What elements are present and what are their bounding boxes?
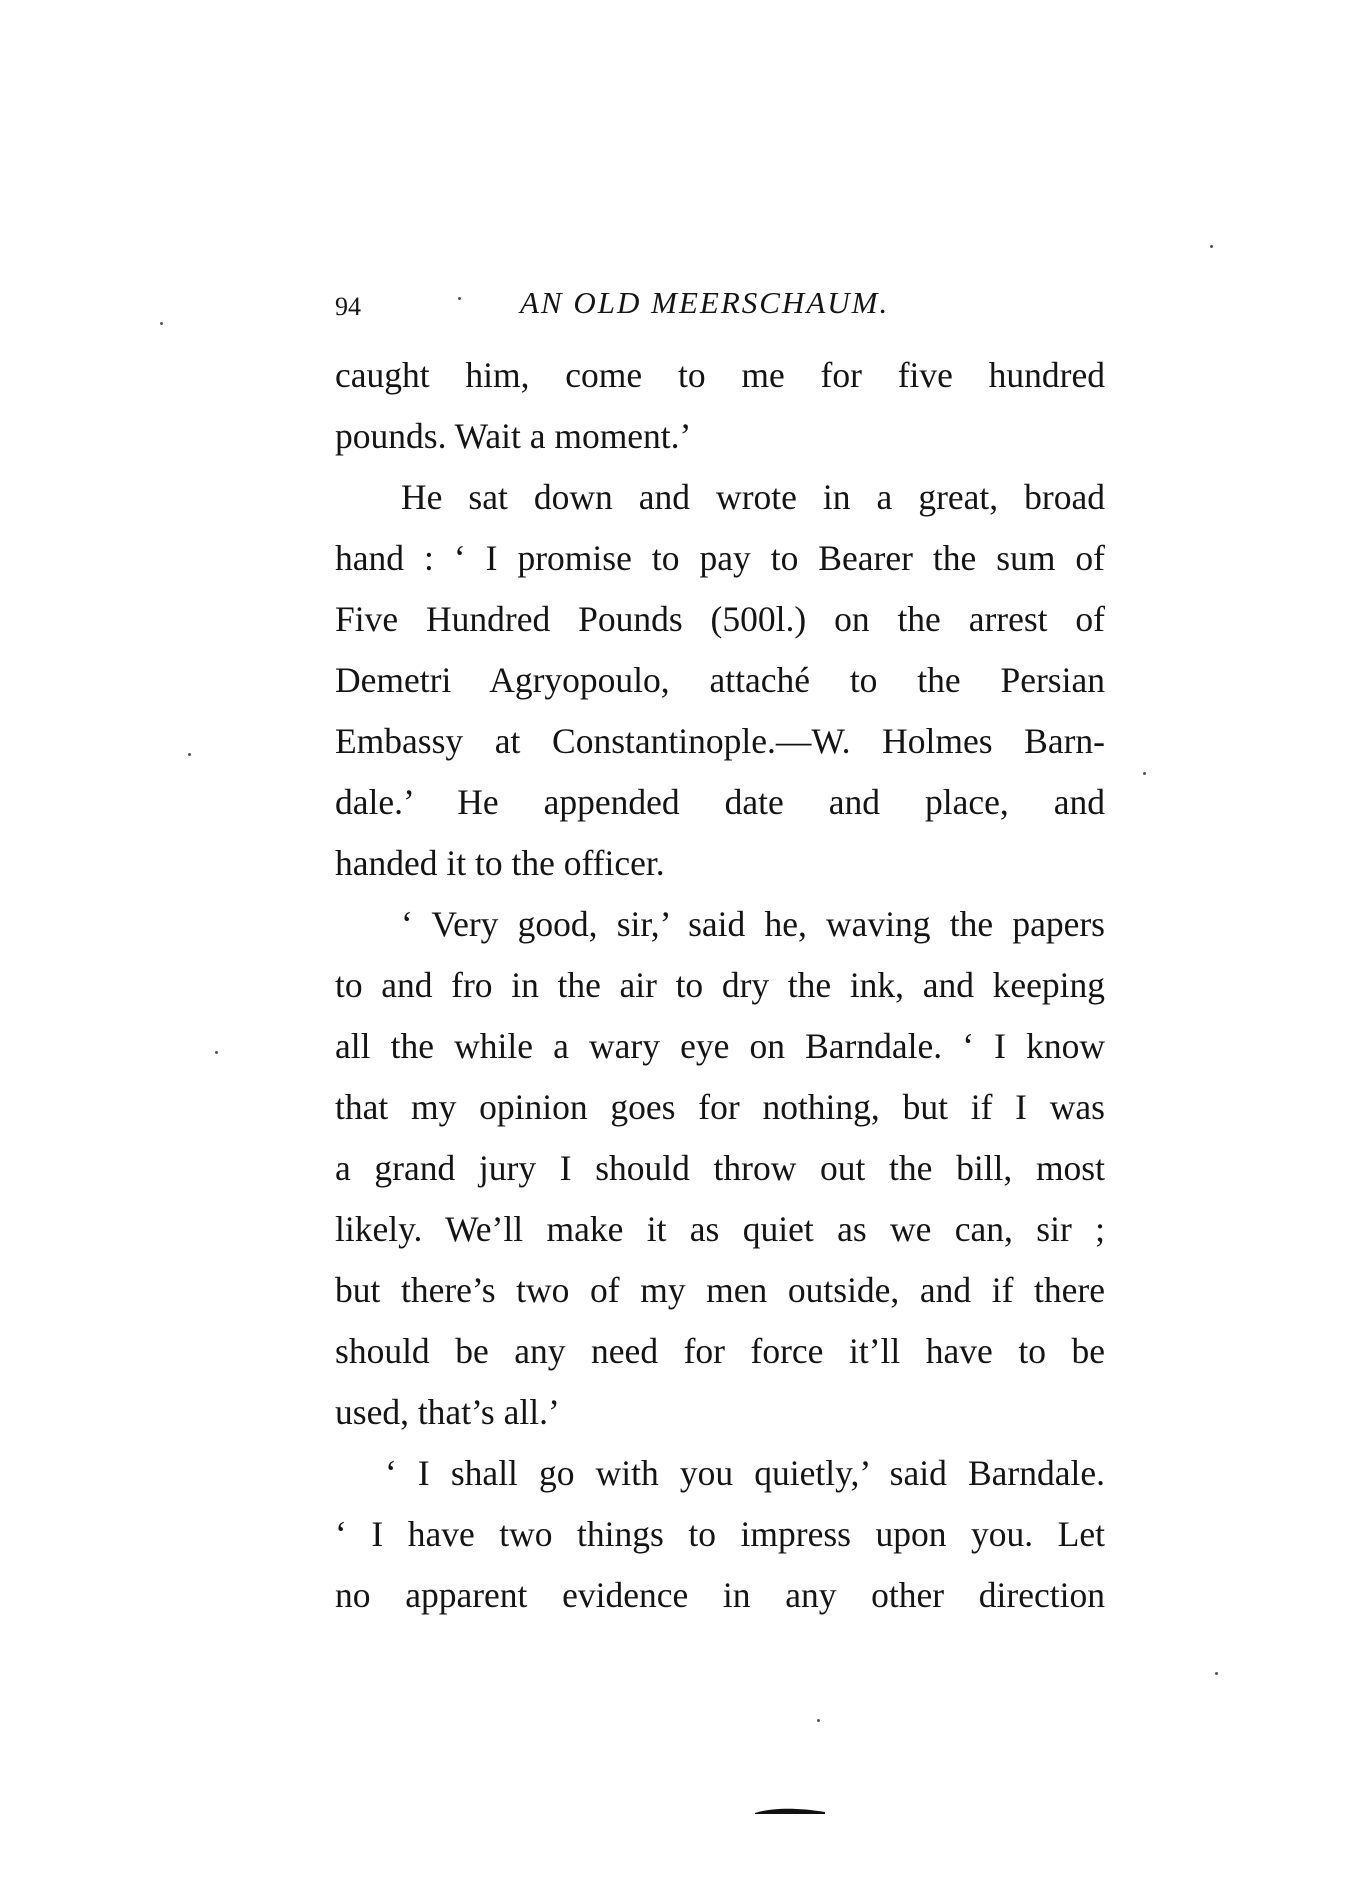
text-line: likely. We’ll make it as quiet as we can, sir ;: [335, 1209, 1105, 1249]
text-line: all the while a wary eye on Barndale. ‘ I know: [335, 1026, 1105, 1066]
text-line: used, that’s all.’: [335, 1392, 560, 1432]
text-line: should be any need for force it’ll have to be: [335, 1331, 1105, 1371]
text-line: ‘ I have two things to impress upon you. Let: [335, 1514, 1105, 1554]
text-line: He sat down and wrote in a great, broad: [401, 477, 1105, 517]
text-line: that my opinion goes for nothing, but if I was: [335, 1087, 1105, 1127]
text-line: hand : ‘ I promise to pay to Bearer the sum of: [335, 538, 1105, 578]
print-speck: [160, 322, 163, 325]
text-line: Demetri Agryopoulo, attaché to the Persian: [335, 660, 1105, 700]
running-title: AN OLD MEERSCHAUM.: [520, 285, 890, 320]
text-line: no apparent evidence in any other direction: [335, 1575, 1105, 1615]
print-speck: [215, 1051, 218, 1054]
print-speck: [1143, 772, 1146, 775]
text-line: dale.’ He appended date and place, and: [335, 782, 1105, 822]
text-line: handed it to the officer.: [335, 843, 665, 883]
text-line: caught him, come to me for five hundred: [335, 355, 1105, 395]
print-speck: [817, 1719, 820, 1722]
text-line: Five Hundred Pounds (500l.) on the arrest of: [335, 599, 1105, 639]
page-number: 94: [335, 292, 361, 321]
print-speck: [1210, 245, 1213, 248]
print-speck: [458, 297, 461, 300]
printer-ornament: [755, 1807, 825, 1815]
text-line: ‘ Very good, sir,’ said he, waving the papers: [401, 904, 1105, 944]
text-line: ‘ I shall go with you quietly,’ said Barndale.: [385, 1453, 1105, 1493]
print-speck: [188, 753, 191, 756]
text-line: pounds. Wait a moment.’: [335, 416, 692, 456]
text-line: a grand jury I should throw out the bill, most: [335, 1148, 1105, 1188]
text-line: but there’s two of my men outside, and if there: [335, 1270, 1105, 1310]
running-head: [335, 278, 1115, 328]
text-line: Embassy at Constantinople.—W. Holmes Barn-: [335, 721, 1105, 761]
print-speck: [1215, 1672, 1218, 1675]
text-line: to and fro in the air to dry the ink, and keeping: [335, 965, 1105, 1005]
body-text: [335, 345, 1105, 1626]
